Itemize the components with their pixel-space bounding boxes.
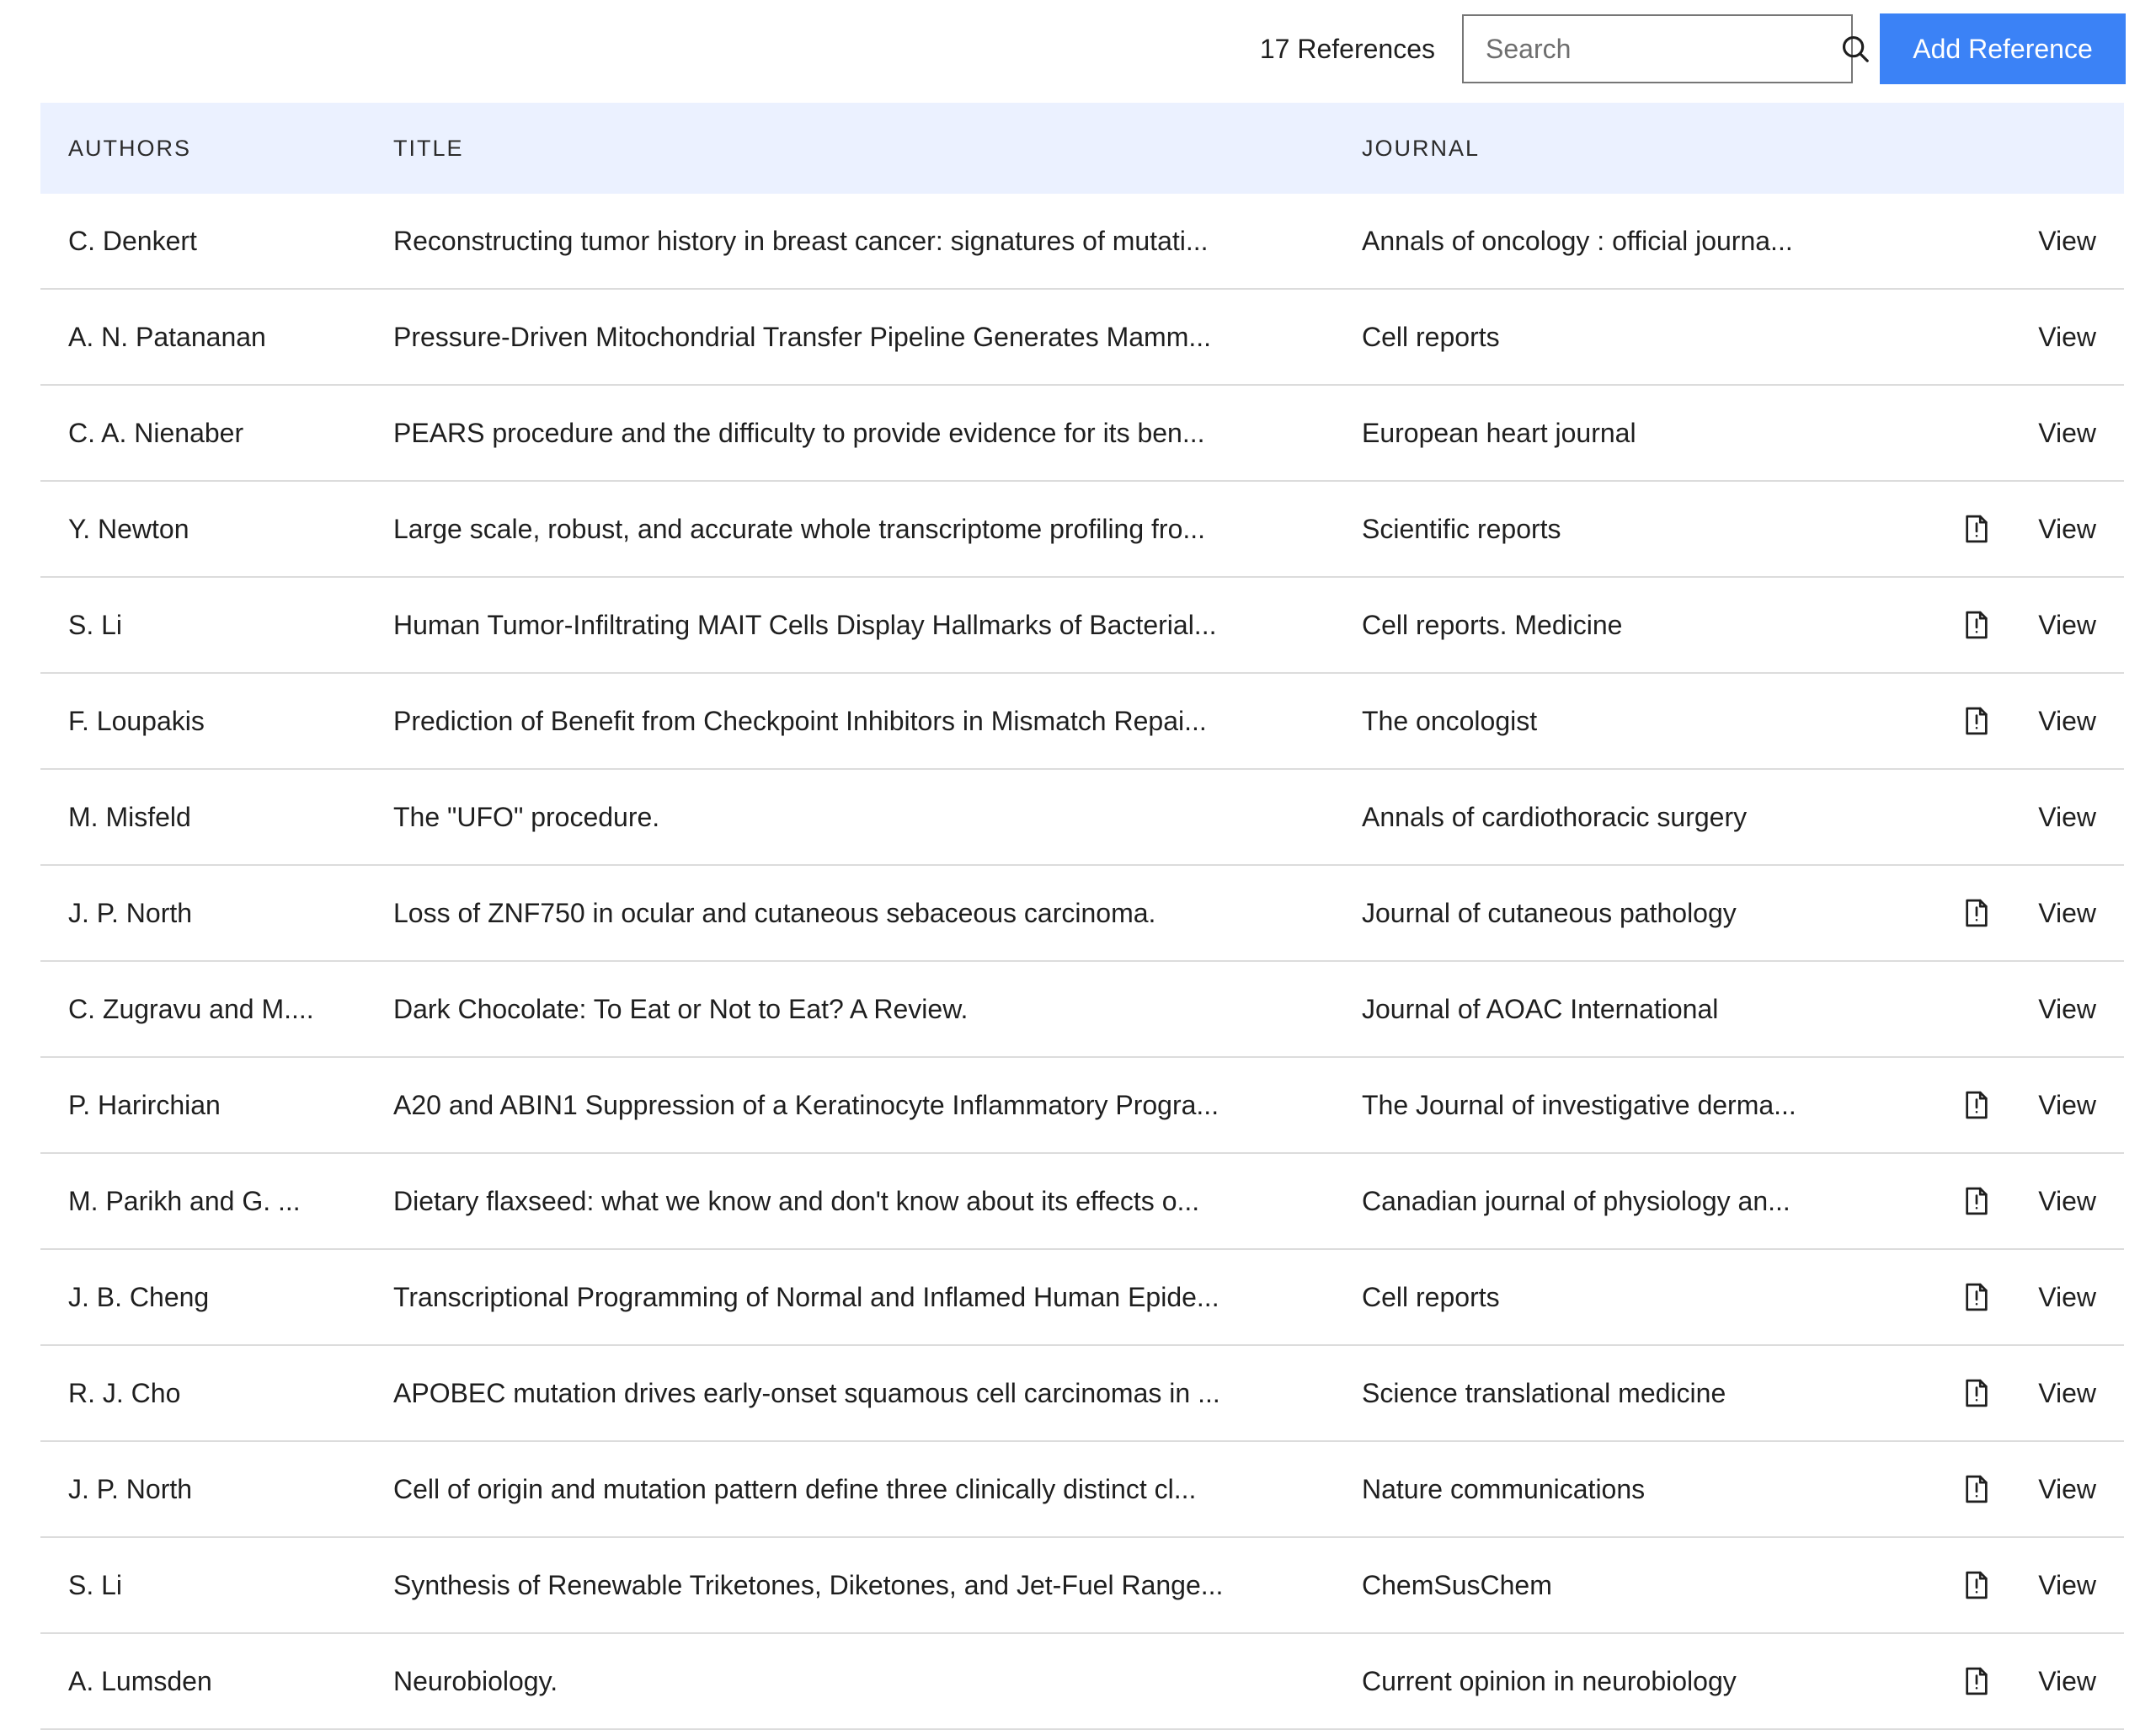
row-title: Large scale, robust, and accurate whole transcriptome profiling fro...	[393, 513, 1206, 544]
table-row[interactable]	[40, 290, 2124, 386]
view-link[interactable]: View	[2038, 801, 2096, 832]
view-link[interactable]: View	[2038, 1185, 2096, 1216]
row-authors: C. Zugravu and M....	[68, 993, 314, 1024]
view-link[interactable]: View	[2038, 1473, 2096, 1504]
row-authors: R. J. Cho	[68, 1377, 181, 1408]
view-link[interactable]: View	[2038, 321, 2096, 352]
view-link[interactable]: View	[2038, 1665, 2096, 1696]
row-authors: P. Harirchian	[68, 1089, 221, 1120]
table-row[interactable]	[40, 482, 2124, 578]
row-authors: M. Parikh and G. ...	[68, 1185, 301, 1216]
view-link[interactable]: View	[2038, 417, 2096, 448]
file-alert-icon[interactable]	[1962, 1569, 1991, 1601]
file-alert-icon[interactable]	[1962, 1377, 1991, 1409]
toolbar	[1260, 13, 2126, 84]
row-journal: Journal of AOAC International	[1362, 993, 1719, 1024]
row-authors: S. Li	[68, 609, 123, 640]
view-link[interactable]: View	[2038, 705, 2096, 736]
row-title: Dark Chocolate: To Eat or Not to Eat? A Review.	[393, 993, 969, 1024]
row-title: APOBEC mutation drives early-onset squamous cell carcinomas in ...	[393, 1377, 1220, 1408]
table-row[interactable]	[40, 1346, 2124, 1442]
search-input[interactable]	[1486, 34, 1839, 65]
view-link[interactable]: View	[2038, 1089, 2096, 1120]
file-alert-icon[interactable]	[1962, 609, 1991, 641]
row-journal: Annals of oncology : official journa...	[1362, 225, 1793, 256]
row-journal: The oncologist	[1362, 705, 1538, 736]
row-journal: Science translational medicine	[1362, 1377, 1726, 1408]
row-title: Pressure-Driven Mitochondrial Transfer Pipeline Generates Mamm...	[393, 321, 1212, 352]
row-title: PEARS procedure and the difficulty to provide evidence for its ben...	[393, 417, 1205, 448]
table-row[interactable]	[40, 1154, 2124, 1250]
row-journal: Scientific reports	[1362, 513, 1561, 544]
file-alert-icon[interactable]	[1962, 1473, 1991, 1505]
row-journal: ChemSusChem	[1362, 1569, 1552, 1600]
table-row[interactable]	[40, 770, 2124, 866]
row-authors: A. Lumsden	[68, 1665, 212, 1696]
row-authors: Y. Newton	[68, 513, 189, 544]
row-flag-cell	[1918, 1473, 2036, 1505]
row-authors: A. N. Patananan	[68, 321, 266, 352]
column-header-authors[interactable]: AUTHORS	[68, 135, 192, 161]
row-flag-cell	[1918, 1665, 2036, 1697]
references-table	[40, 103, 2124, 1730]
row-authors: J. P. North	[68, 1473, 193, 1504]
row-title: Prediction of Benefit from Checkpoint Inhibitors in Mismatch Repai...	[393, 705, 1207, 736]
row-title: Transcriptional Programming of Normal and Inflamed Human Epide...	[393, 1281, 1219, 1312]
row-journal: The Journal of investigative derma...	[1362, 1089, 1796, 1120]
row-flag-cell	[1918, 1569, 2036, 1601]
table-header	[40, 103, 2124, 194]
row-title: Reconstructing tumor history in breast cancer: signatures of mutati...	[393, 225, 1209, 256]
view-link[interactable]: View	[2038, 1281, 2096, 1312]
row-flag-cell	[1918, 1377, 2036, 1409]
row-flag-cell	[1918, 1281, 2036, 1313]
row-authors: M. Misfeld	[68, 801, 191, 832]
row-flag-cell	[1918, 1185, 2036, 1217]
table-row[interactable]	[40, 674, 2124, 770]
row-authors: C. Denkert	[68, 225, 197, 256]
table-row[interactable]	[40, 866, 2124, 962]
row-authors: C. A. Nienaber	[68, 417, 244, 448]
row-flag-cell	[1918, 609, 2036, 641]
row-title: The "UFO" procedure.	[393, 801, 660, 832]
row-journal: Current opinion in neurobiology	[1362, 1665, 1737, 1696]
row-title: Synthesis of Renewable Triketones, Diketones, and Jet-Fuel Range...	[393, 1569, 1224, 1600]
file-alert-icon[interactable]	[1962, 1185, 1991, 1217]
view-link[interactable]: View	[2038, 897, 2096, 928]
row-journal: Canadian journal of physiology an...	[1362, 1185, 1790, 1216]
file-alert-icon[interactable]	[1962, 1665, 1991, 1697]
column-header-title[interactable]: TITLE	[393, 135, 464, 161]
row-journal: Cell reports. Medicine	[1362, 609, 1623, 640]
table-row[interactable]	[40, 1442, 2124, 1538]
file-alert-icon[interactable]	[1962, 513, 1991, 545]
view-link[interactable]: View	[2038, 609, 2096, 640]
table-row[interactable]	[40, 1634, 2124, 1730]
file-alert-icon[interactable]	[1962, 897, 1991, 929]
row-title: Loss of ZNF750 in ocular and cutaneous sebaceous carcinoma.	[393, 897, 1156, 928]
reference-count: 17 References	[1259, 33, 1435, 64]
row-journal: Journal of cutaneous pathology	[1362, 897, 1737, 928]
row-flag-cell	[1918, 705, 2036, 737]
table-row[interactable]	[40, 194, 2124, 290]
row-title: A20 and ABIN1 Suppression of a Keratinocyte Inflammatory Progra...	[393, 1089, 1219, 1120]
view-link[interactable]: View	[2038, 513, 2096, 544]
add-reference-button[interactable]: Add Reference	[1880, 13, 2126, 84]
table-row[interactable]	[40, 962, 2124, 1058]
file-alert-icon[interactable]	[1962, 1281, 1991, 1313]
row-authors: J. B. Cheng	[68, 1281, 210, 1312]
row-title: Neurobiology.	[393, 1665, 558, 1696]
view-link[interactable]: View	[2038, 993, 2096, 1024]
row-journal: Cell reports	[1362, 1281, 1500, 1312]
table-row[interactable]	[40, 1058, 2124, 1154]
view-link[interactable]: View	[2038, 225, 2096, 256]
row-journal: Annals of cardiothoracic surgery	[1362, 801, 1748, 832]
file-alert-icon[interactable]	[1962, 705, 1991, 737]
search-box[interactable]	[1462, 14, 1853, 83]
row-journal: Nature communications	[1362, 1473, 1646, 1504]
column-header-journal[interactable]: JOURNAL	[1362, 135, 1481, 161]
table-row[interactable]	[40, 578, 2124, 674]
row-flag-cell	[1918, 897, 2036, 929]
file-alert-icon[interactable]	[1962, 1089, 1991, 1121]
table-row[interactable]	[40, 1250, 2124, 1346]
table-row[interactable]	[40, 1538, 2124, 1634]
view-link[interactable]: View	[2038, 1377, 2096, 1408]
search-icon[interactable]	[1839, 32, 1871, 66]
row-journal: European heart journal	[1362, 417, 1636, 448]
row-flag-cell	[1918, 1089, 2036, 1121]
row-journal: Cell reports	[1362, 321, 1500, 352]
table-row[interactable]	[40, 386, 2124, 482]
view-link[interactable]: View	[2038, 1569, 2096, 1600]
table-body	[40, 194, 2124, 1730]
row-authors: S. Li	[68, 1569, 123, 1600]
row-title: Human Tumor-Infiltrating MAIT Cells Display Hallmarks of Bacterial...	[393, 609, 1217, 640]
row-title: Dietary flaxseed: what we know and don't know about its effects o...	[393, 1185, 1200, 1216]
row-authors: J. P. North	[68, 897, 193, 928]
row-flag-cell	[1918, 513, 2036, 545]
row-title: Cell of origin and mutation pattern define three clinically distinct cl...	[393, 1473, 1197, 1504]
row-authors: F. Loupakis	[68, 705, 205, 736]
